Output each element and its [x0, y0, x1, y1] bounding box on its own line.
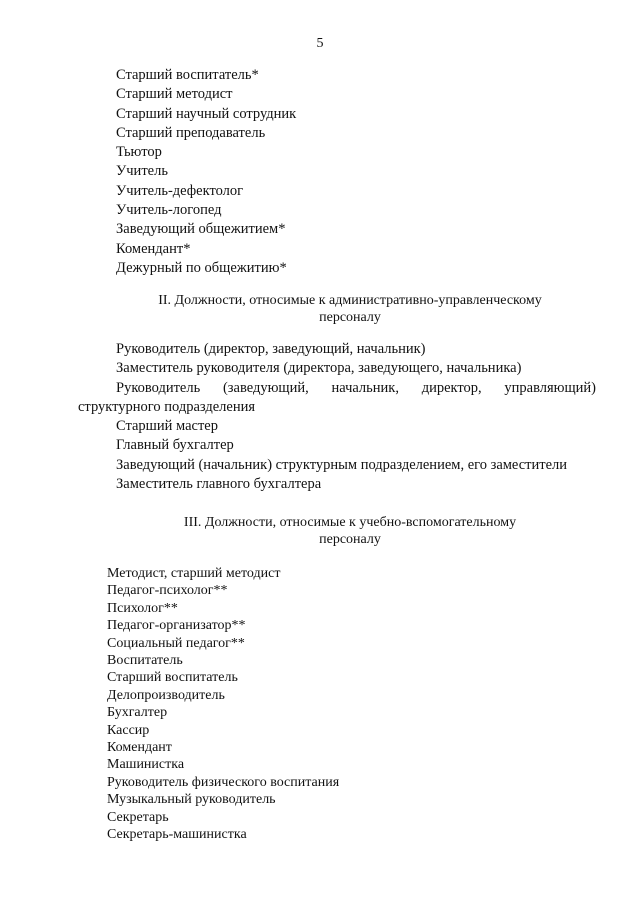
list-item: Старший научный сотрудник	[116, 105, 297, 122]
section-heading-administrative	[60, 292, 640, 326]
list-item: Учитель-логопед	[116, 202, 222, 219]
support-staff-list	[107, 565, 339, 844]
list-item: Руководитель физического воспитания	[107, 774, 340, 790]
page-number: 5	[316, 36, 324, 51]
list-item: Бухгалтер	[107, 705, 168, 721]
list-item: Старший методист	[116, 86, 233, 103]
list-item: Заместитель главного бухгалтера	[116, 476, 322, 493]
list-item: Делопроизводитель	[107, 687, 225, 703]
list-item: Комендант	[107, 740, 172, 756]
list-item-wrapped: Руководитель (заведующий, начальник, директор, управляющий)	[116, 379, 596, 396]
list-item: Учитель	[116, 163, 168, 180]
list-item: Учитель-дефектолог	[116, 182, 244, 199]
list-item: Тьютор	[116, 144, 162, 161]
list-item: Дежурный по общежитию*	[116, 259, 287, 276]
list-item: Педагог-организатор**	[107, 618, 246, 634]
list-item: Старший преподаватель	[116, 124, 266, 141]
list-item: Секретарь-машинистка	[107, 827, 247, 843]
heading-line: III. Должности, относимые к учебно-вспомогательному	[183, 515, 517, 530]
list-item: Методист, старший методист	[107, 566, 281, 581]
list-item: Педагог-психолог**	[107, 583, 228, 599]
list-item: Секретарь	[107, 809, 169, 825]
heading-line: персоналу	[319, 310, 381, 325]
section-heading-support	[60, 514, 640, 548]
list-item: Руководитель (директор, заведующий, начальник)	[116, 341, 426, 357]
list-item: Социальный педагог**	[107, 635, 245, 651]
heading-line: персоналу	[319, 532, 381, 547]
list-item: Заведующий (начальник) структурным подразделением, его заместители	[116, 456, 568, 473]
list-item: Воспитатель	[107, 653, 183, 669]
list-item: Психолог**	[107, 600, 178, 616]
list-item: Главный бухгалтер	[116, 437, 234, 454]
list-item: Старший воспитатель	[107, 670, 238, 686]
list-item: Кассир	[107, 722, 150, 738]
list-item: Комендант*	[116, 240, 191, 257]
list-item: Музыкальный руководитель	[107, 792, 276, 808]
list-item: Заместитель руководителя (директора, заведующего, начальника)	[116, 360, 522, 377]
administrative-staff-list	[116, 340, 521, 379]
administrative-staff-list-continued	[116, 417, 567, 494]
list-item: Старший воспитатель*	[116, 67, 259, 83]
heading-line: II. Должности, относимые к административно-управленческому	[158, 293, 542, 308]
list-item: Машинистка	[107, 757, 185, 773]
list-item: Заведующий общежитием*	[116, 221, 286, 238]
teaching-staff-list	[116, 66, 296, 278]
list-item-continuation: структурного подразделения	[78, 398, 256, 415]
list-item: Старший мастер	[116, 418, 218, 435]
